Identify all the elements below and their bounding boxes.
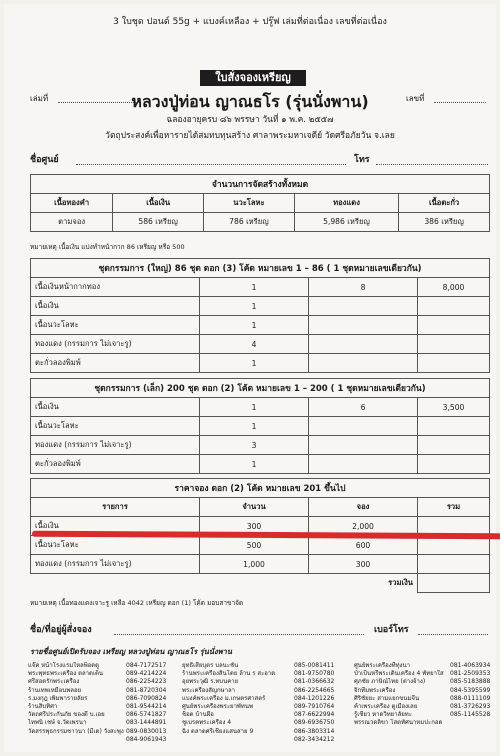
center-phone-label: โทร: [354, 155, 370, 165]
total-cell[interactable]: [418, 417, 490, 436]
table-row: [31, 297, 490, 316]
item-cell: เนื้อเงิน: [31, 398, 200, 417]
center-name-field[interactable]: [76, 164, 346, 165]
table-row: [31, 335, 490, 354]
total-cell[interactable]: 8,000: [418, 278, 490, 297]
item-cell: ทองแดง (กรรมการ ไม่เจาะรู): [31, 335, 200, 354]
shop-phone: 081-3726293: [450, 703, 491, 711]
summary-note: หมายเหตุ เนื้อเงิน แบ่งทำหน้ากาก 86 เหรียญ หรือ 500: [30, 243, 185, 251]
col-nawa: นวะโลหะ: [204, 194, 295, 213]
total-cell[interactable]: [418, 455, 490, 474]
shops-title: รายชื่อศูนย์เปิดรับจอง เหรียญ หลวงปู่ท่อน ญาณธโร รุ่นนั่งพาน: [30, 647, 232, 656]
shops-col-phones-1: [126, 662, 182, 744]
qty-cell: 500: [200, 536, 309, 555]
shop-name: ร.มงกุฎ เพิ่มพารายลัยร: [28, 694, 88, 702]
shop-phone: 081-4063934: [450, 662, 491, 669]
shop-phone: 081-9750780: [294, 670, 335, 678]
order-cell[interactable]: [309, 297, 418, 316]
shop-phone: 081-9544214: [126, 703, 167, 711]
order-cell[interactable]: [309, 354, 418, 373]
shop-name: แบงค์พระเครื่อง ม.เกษตรศาสตร์: [182, 694, 266, 702]
col-silver: เนื้อเงิน: [113, 194, 204, 213]
table-row: [31, 574, 490, 593]
table-row: [31, 316, 490, 335]
col-qty: จำนวน: [200, 498, 309, 517]
form-badge: ใบสั่งจองเหรียญ: [200, 70, 306, 86]
total-cell[interactable]: [418, 297, 490, 316]
shop-name: ชูเบรคพระเครื่อง 4: [182, 719, 232, 727]
shop-phone: 086-2254665: [294, 686, 335, 694]
shop-phone: 089-6936750: [294, 719, 335, 727]
shop-phone: 084-7172517: [126, 662, 167, 669]
shop-name: ไทพนิ เชษ์ จ.วัดเพรนา: [28, 719, 87, 727]
shop-name: ยุทธิ์เสียบุตร บลนะชัน: [182, 662, 239, 669]
order-cell[interactable]: [309, 316, 418, 335]
total-cell[interactable]: [418, 555, 490, 574]
shop-phone: 086-3803314: [294, 727, 335, 735]
shop-phone: 086-2254223: [126, 678, 167, 686]
total-cell[interactable]: 3,500: [418, 398, 490, 417]
item-cell: ทองแดง (กรรมการ ไม่เจาะรู): [31, 555, 200, 574]
price-note: หมายเหตุ เนื้อทองแดงเจาะรู เหลือ 4042 เหรียญ ดอก (1) โค้ด มอบสาขาจัด: [30, 599, 244, 607]
shop-name: วัดสรรพุธกรรมชาวนา (มีเด) วังสะพุง: [28, 727, 124, 735]
qty-cell: 1,000: [200, 555, 309, 574]
col-gold: เนื้อทองคำ: [31, 194, 113, 213]
qty-cell: 1: [200, 297, 309, 316]
shop-phone: 086-7090824: [126, 694, 167, 702]
summary-value: 586 เหรียญ: [113, 213, 204, 232]
page-subtitle: ฉลองอายุครบ ๘๖ พรรษา วันที่ ๑ พ.ค. ๒๕๕๗: [166, 115, 334, 125]
top-note: 3 ใบชุด ปอนด์ 55g + แบงค์เหลือง + ปรู๊ฟ เล่มที่ต่อเนื่อง เลขที่ต่อเนื่อง: [113, 17, 387, 27]
qty-cell: 1: [200, 398, 309, 417]
qty-cell: 4: [200, 335, 309, 354]
shop-phone: 084-1201226: [294, 694, 335, 702]
sender-label: ชื่อ/ที่อยู่ผู้สั่งจอง: [30, 625, 92, 635]
col-total: รวม: [418, 498, 490, 517]
order-cell[interactable]: [309, 335, 418, 354]
shops-col-phones-3: [450, 662, 496, 719]
sum-value-cell[interactable]: [418, 574, 490, 593]
shop-phone: 085-5183888: [450, 678, 491, 686]
shops-col-phones-2: [294, 662, 352, 744]
sender-phone-label: เบอร์โทร: [374, 625, 409, 635]
shop-name: ค้าเพระเครื่อง ตูเมืองเลย: [354, 703, 418, 711]
center-name-label: ชื่อศูนย์: [30, 155, 59, 165]
table-row: [31, 417, 490, 436]
shop-phone: 085-1145528: [450, 711, 491, 719]
price-heading: ราคาจอง ดอก (2) โค้ด หมายเลข 201 ขึ้นไป: [31, 479, 490, 498]
sender-phone-field[interactable]: [418, 634, 488, 635]
order-cell[interactable]: [309, 455, 418, 474]
shop-name: อุยพระวุฒิ ร.ทบนคาย: [182, 678, 239, 686]
shop-name: ร้านสิบทิศา: [28, 703, 58, 711]
center-phone-field[interactable]: [376, 164, 488, 165]
book-number-label: เล่มที่: [30, 94, 49, 103]
shops-col-names-1: [28, 662, 124, 736]
shop-name: ร้านเทพเหมือนพลอย: [28, 686, 82, 694]
shop-phone: 088-0111109: [450, 694, 491, 702]
shop-name: พรรณวดลิขา โสตทัศนาหมปะกอด: [354, 719, 443, 727]
item-cell: เนื้อเงินหน้ากากทอง: [31, 278, 200, 297]
shop-phone: 082-3434212: [294, 735, 335, 743]
col-lead: เนื้อตะกั่ว: [399, 194, 490, 213]
shop-name: ศรีสอดรักพระเครื่อง: [28, 678, 80, 686]
shop-name: ร้านพระเครื่องสินโดย ล้าน ร สะอาด: [182, 670, 276, 678]
shop-phone: 087-6622994: [294, 711, 335, 719]
shop-name: ฉิ่ง ตลาดศรีเชียงแสนสาย 9: [182, 727, 254, 735]
order-cell[interactable]: 600: [309, 536, 418, 555]
page-title: หลวงปู่ท่อน ญาณธโร (รุ่นนั่งพาน): [131, 92, 369, 111]
shop-phone: 085-0081411: [294, 662, 335, 669]
item-cell: เนื้อเงิน: [31, 297, 200, 316]
shops-col-names-3: [354, 662, 450, 728]
table-row: [31, 354, 490, 373]
shop-name: วัตถศรีประกันภัย ของดี บ.เอย: [28, 711, 105, 719]
item-cell: เนื้อนวะโลหะ: [31, 316, 200, 335]
total-cell[interactable]: [418, 354, 490, 373]
doc-number-label: เลขที่: [406, 94, 425, 103]
order-cell[interactable]: 8: [309, 278, 418, 297]
small-set-heading: ชุดกรรมการ (เล็ก) 200 ชุด ดอก (2) โค้ด หมายเลข 1 – 200 ( 1 ชุดหมายเลขเดียวกัน): [31, 379, 490, 398]
shop-name: พระพุทธพระเครื่อง ตลาดเต็น: [28, 670, 103, 678]
table-row: [31, 278, 490, 297]
shop-phone: 081-0366632: [294, 678, 335, 686]
summary-value: 786 เหรียญ: [204, 213, 295, 232]
order-form-page: [4, 4, 496, 752]
shop-name: ศูนย์พระเครื่องพระยาพัทนพ: [182, 703, 253, 711]
small-set-table: [30, 378, 490, 474]
shop-phone: 089-7910764: [294, 703, 335, 711]
qty-cell: 1: [200, 417, 309, 436]
item-cell: เนื้อนวะโลหะ: [31, 536, 200, 555]
large-set-table: [30, 258, 490, 373]
total-cell[interactable]: [418, 316, 490, 335]
table-row: [31, 455, 490, 474]
shop-phone: 084-5395599: [450, 686, 491, 694]
qty-cell: 1: [200, 278, 309, 297]
item-cell: ตะกั่วลองพิมพ์: [31, 354, 200, 373]
qty-cell: 1: [200, 455, 309, 474]
shop-phone: 089-4214224: [126, 670, 167, 678]
shop-name: ช็อด บ้านผือ: [182, 711, 214, 719]
page-purpose: วัตถุประสงค์เพื่อหารายได้สมทบทุนสร้าง ศาลาพระมหาเจดีย์ วัดศรีอภัยวัน จ.เลย: [105, 131, 395, 141]
qty-cell: 1: [200, 316, 309, 335]
shop-phone: 081-2509353: [450, 670, 491, 678]
shop-phone: 083-1444891: [126, 719, 167, 727]
item-cell: ตะกั่วลองพิมพ์: [31, 455, 200, 474]
order-cell[interactable]: 300: [309, 555, 418, 574]
qty-cell: 300: [200, 517, 309, 536]
summary-table: [30, 174, 490, 232]
total-cell[interactable]: [418, 335, 490, 354]
sum-label: รวมเงิน: [31, 574, 418, 593]
shop-phone: 086-5741827: [126, 711, 167, 719]
summary-value: 386 เหรียญ: [399, 213, 490, 232]
order-cell[interactable]: 6: [309, 398, 418, 417]
shops-col-names-2: [182, 662, 292, 736]
shop-name: ศิริชัยยะ สามแยกขนมจีน: [354, 694, 420, 702]
shop-name: รู้เชียว หาดวิทยาลัยทะ: [354, 711, 412, 719]
order-cell[interactable]: [309, 417, 418, 436]
shop-phone: 084-9061943: [126, 735, 167, 743]
item-cell: ทองแดง (กรรมการ ไม่เจาะรู): [31, 436, 200, 455]
shop-phone: 081-8720304: [126, 686, 167, 694]
col-order: จอง: [309, 498, 418, 517]
table-row: [31, 398, 490, 417]
total-cell[interactable]: [418, 436, 490, 455]
shop-phone: 089-0830013: [126, 727, 167, 735]
summary-value: 5,986 เหรียญ: [294, 213, 398, 232]
order-cell[interactable]: [309, 436, 418, 455]
qty-cell: 1: [200, 354, 309, 373]
col-copper: ทองแดง: [294, 194, 398, 213]
shop-name: แจ๊ค หน้าโรงแรมใหลพ็อดดู: [28, 662, 100, 669]
shop-name: จิ๊กทีมพระเครื่อง: [354, 686, 396, 694]
item-cell: เนื้อนวะโลหะ: [31, 417, 200, 436]
shop-name: ศุภชัย ภาษิณ์ไทย (ต่างจ้าง): [354, 678, 426, 686]
table-row: [31, 436, 490, 455]
shop-name: พระเครื่องสัญกษาลา: [182, 686, 235, 694]
summary-heading: จำนวนการจัดสร้างทั้งหมด: [31, 175, 490, 194]
shop-name: ป๋าเป็นหรีพระเดินเครื่อง 4 พัทยาใส: [354, 670, 444, 678]
shop-name: ศูนย์พระเครื่องที่ทุ่งนา: [354, 662, 410, 669]
summary-value: ตามจอง: [31, 213, 113, 232]
col-item: รายการ: [31, 498, 200, 517]
large-set-heading: ชุดกรรมการ (ใหญ่) 86 ชุด ดอก (3) โค้ด หมายเลข 1 – 86 ( 1 ชุดหมายเลขเดียวกัน): [31, 259, 490, 278]
qty-cell: 3: [200, 436, 309, 455]
sender-field[interactable]: [114, 634, 364, 635]
item-cell: เนื้อเงิน: [31, 517, 200, 536]
table-row: [31, 555, 490, 574]
order-cell[interactable]: 2,000: [309, 517, 418, 536]
